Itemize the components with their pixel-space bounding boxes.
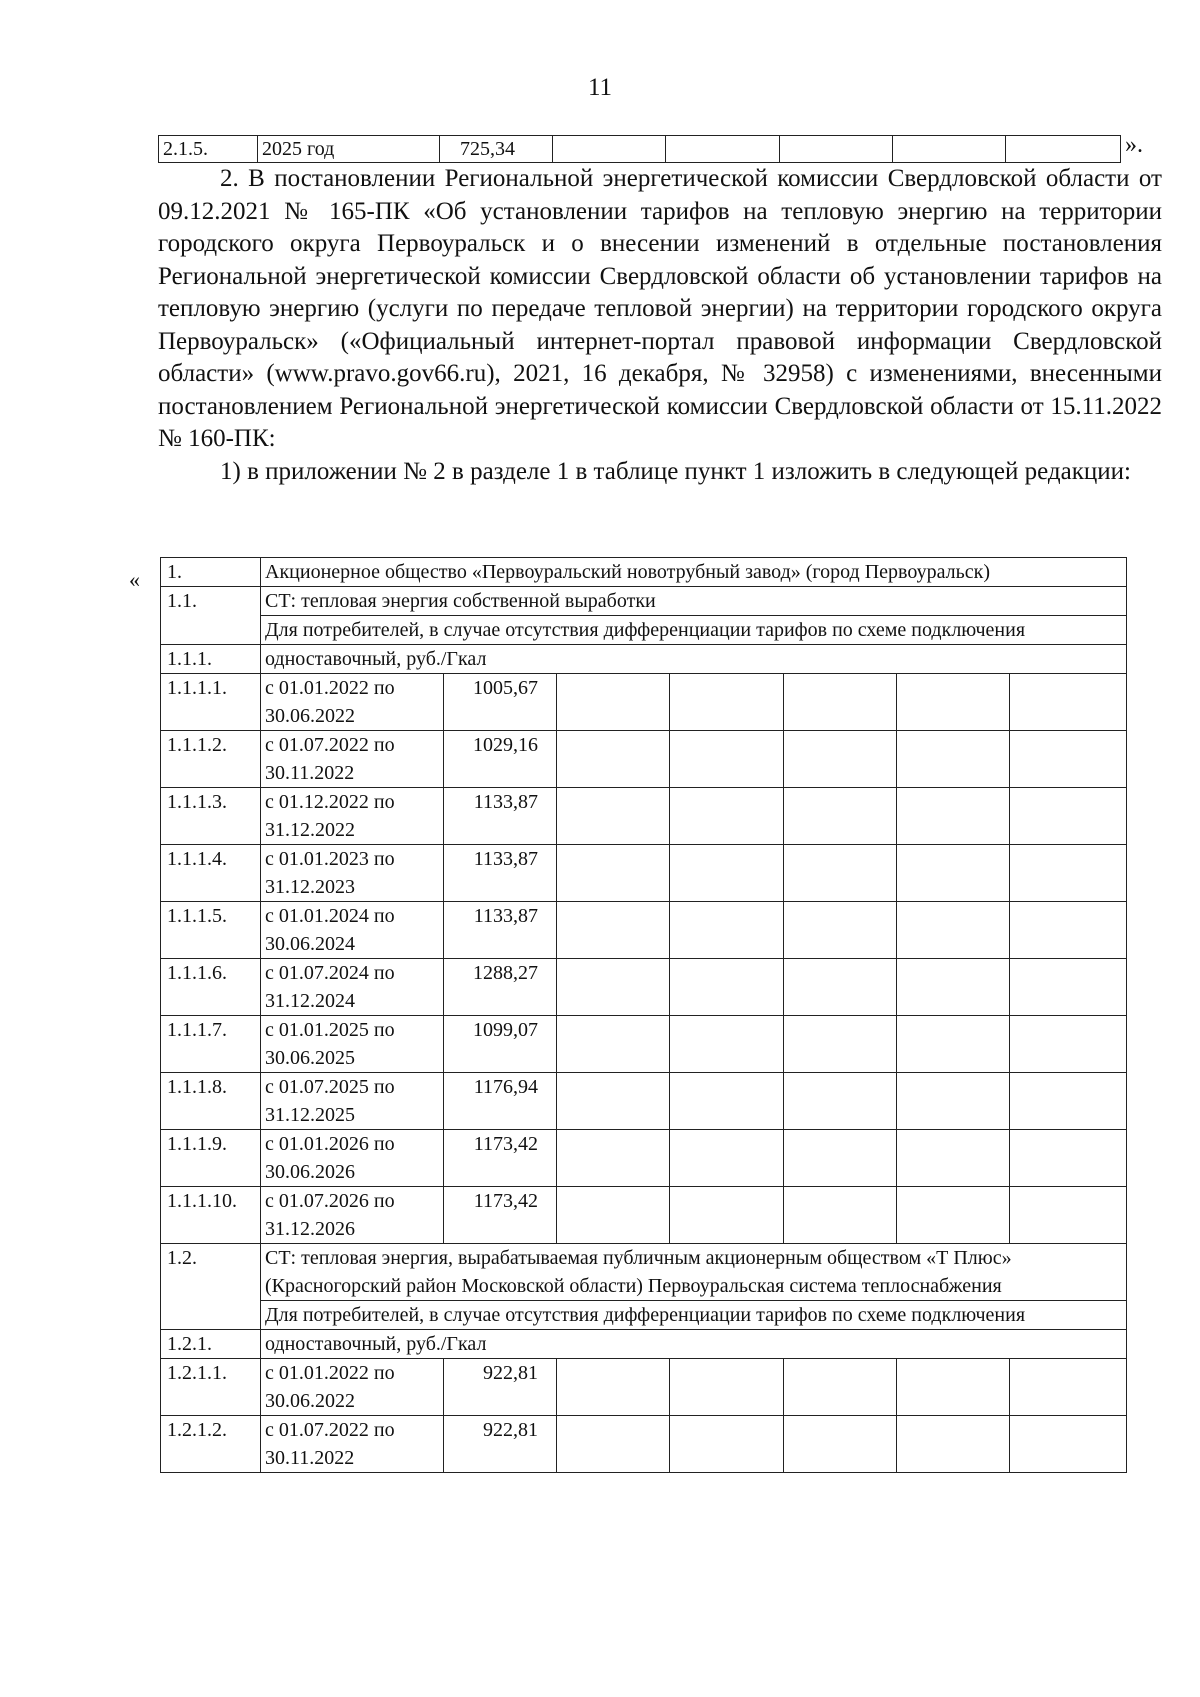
empty-cell bbox=[670, 1187, 784, 1244]
tariff-value: 1099,07 bbox=[444, 1016, 557, 1073]
empty-cell bbox=[1010, 959, 1127, 1016]
empty-cell bbox=[557, 1359, 670, 1416]
empty-cell bbox=[557, 788, 670, 845]
row-number: 1.1. bbox=[161, 587, 261, 645]
period: с 01.01.2025 по 30.06.2025 bbox=[261, 1016, 444, 1073]
empty-cell bbox=[893, 136, 1006, 163]
period: с 01.07.2025 по 31.12.2025 bbox=[261, 1073, 444, 1130]
empty-cell bbox=[557, 1416, 670, 1473]
opening-quote: « bbox=[129, 567, 140, 592]
row-number: 1.1.1.5. bbox=[161, 902, 261, 959]
row-number: 1.1.1.1. bbox=[161, 674, 261, 731]
empty-cell bbox=[1010, 902, 1127, 959]
empty-cell bbox=[1010, 731, 1127, 788]
empty-cell bbox=[1010, 788, 1127, 845]
tariff-value: 1005,67 bbox=[444, 674, 557, 731]
previous-table-tail bbox=[158, 135, 1121, 163]
empty-cell bbox=[1010, 1416, 1127, 1473]
period: с 01.01.2022 по 30.06.2022 bbox=[261, 1359, 444, 1416]
empty-cell bbox=[557, 1073, 670, 1130]
document-body bbox=[158, 163, 1162, 488]
table-row bbox=[161, 1016, 1127, 1073]
empty-cell bbox=[557, 1130, 670, 1187]
period: с 01.01.2022 по 30.06.2022 bbox=[261, 674, 444, 731]
table-row bbox=[161, 1330, 1127, 1359]
empty-cell bbox=[897, 902, 1010, 959]
empty-cell bbox=[897, 959, 1010, 1016]
empty-cell bbox=[784, 731, 897, 788]
empty-cell bbox=[780, 136, 893, 163]
table-row bbox=[161, 1073, 1127, 1130]
empty-cell bbox=[784, 1016, 897, 1073]
table-row bbox=[161, 1187, 1127, 1244]
organization-name: Акционерное общество «Первоуральский новотрубный завод» (город Первоуральск) bbox=[261, 558, 1127, 587]
rate-type: одноставочный, руб./Гкал bbox=[261, 1330, 1127, 1359]
row-number: 1.1.1. bbox=[161, 645, 261, 674]
empty-cell bbox=[670, 1359, 784, 1416]
tariff-value: 1133,87 bbox=[444, 902, 557, 959]
empty-cell bbox=[1010, 1359, 1127, 1416]
period: с 01.01.2026 по 30.06.2026 bbox=[261, 1130, 444, 1187]
row-number: 1.2.1. bbox=[161, 1330, 261, 1359]
row-number: 2.1.5. bbox=[159, 136, 258, 163]
empty-cell bbox=[784, 902, 897, 959]
empty-cell bbox=[897, 845, 1010, 902]
empty-cell bbox=[1010, 1073, 1127, 1130]
empty-cell bbox=[897, 1187, 1010, 1244]
empty-cell bbox=[897, 788, 1010, 845]
period: с 01.07.2026 по 31.12.2026 bbox=[261, 1187, 444, 1244]
tariff-value: 1133,87 bbox=[444, 845, 557, 902]
tariff-value: 1133,87 bbox=[444, 788, 557, 845]
empty-cell bbox=[897, 1016, 1010, 1073]
empty-cell bbox=[670, 674, 784, 731]
empty-cell bbox=[784, 1130, 897, 1187]
period: с 01.01.2024 по 30.06.2024 bbox=[261, 902, 444, 959]
empty-cell bbox=[557, 845, 670, 902]
table-row bbox=[161, 616, 1127, 645]
tariff-value: 1173,42 bbox=[444, 1130, 557, 1187]
empty-cell bbox=[670, 902, 784, 959]
empty-cell bbox=[897, 1130, 1010, 1187]
row-number: 1.1.1.4. bbox=[161, 845, 261, 902]
empty-cell bbox=[1006, 136, 1121, 163]
table-row bbox=[161, 1130, 1127, 1187]
section-note: Для потребителей, в случае отсутствия дифференциации тарифов по схеме подключения bbox=[261, 616, 1127, 645]
table-row bbox=[161, 1301, 1127, 1330]
empty-cell bbox=[557, 674, 670, 731]
empty-cell bbox=[670, 1016, 784, 1073]
empty-cell bbox=[784, 1187, 897, 1244]
empty-cell bbox=[1010, 1130, 1127, 1187]
empty-cell bbox=[784, 1359, 897, 1416]
empty-cell bbox=[784, 959, 897, 1016]
period: с 01.07.2022 по 30.11.2022 bbox=[261, 731, 444, 788]
empty-cell bbox=[670, 1130, 784, 1187]
period: с 01.01.2023 по 31.12.2023 bbox=[261, 845, 444, 902]
rate-type: одноставочный, руб./Гкал bbox=[261, 645, 1127, 674]
row-number: 1.2. bbox=[161, 1244, 261, 1330]
row-number: 1.1.1.6. bbox=[161, 959, 261, 1016]
empty-cell bbox=[557, 1187, 670, 1244]
row-number: 1.2.1.1. bbox=[161, 1359, 261, 1416]
page-number: 11 bbox=[587, 74, 613, 101]
empty-cell bbox=[1010, 1187, 1127, 1244]
table-row bbox=[161, 645, 1127, 674]
section-title: СТ: тепловая энергия, вырабатываемая публичным акционерным обществом «Т Плюс» (Красногорский район Московской области) Первоуральская система теплоснабжения bbox=[261, 1244, 1127, 1301]
tariff-value: 922,81 bbox=[444, 1359, 557, 1416]
section-title: СТ: тепловая энергия собственной выработки bbox=[261, 587, 1127, 616]
empty-cell bbox=[1010, 1016, 1127, 1073]
empty-cell bbox=[670, 731, 784, 788]
empty-cell bbox=[670, 788, 784, 845]
table-row bbox=[161, 731, 1127, 788]
table-row bbox=[161, 558, 1127, 587]
table-row bbox=[161, 902, 1127, 959]
row-number: 1.1.1.10. bbox=[161, 1187, 261, 1244]
empty-cell bbox=[897, 1073, 1010, 1130]
row-number: 1. bbox=[161, 558, 261, 587]
table-row bbox=[161, 587, 1127, 616]
empty-cell bbox=[670, 845, 784, 902]
table-row bbox=[161, 1244, 1127, 1301]
period: с 01.12.2022 по 31.12.2022 bbox=[261, 788, 444, 845]
row-number: 1.1.1.2. bbox=[161, 731, 261, 788]
row-number: 1.1.1.7. bbox=[161, 1016, 261, 1073]
empty-cell bbox=[897, 1359, 1010, 1416]
row-year: 2025 год bbox=[258, 136, 440, 163]
tariff-value: 922,81 bbox=[444, 1416, 557, 1473]
empty-cell bbox=[557, 1016, 670, 1073]
empty-cell bbox=[897, 731, 1010, 788]
empty-cell bbox=[670, 959, 784, 1016]
table-row bbox=[161, 1359, 1127, 1416]
row-number: 1.1.1.3. bbox=[161, 788, 261, 845]
empty-cell bbox=[784, 1416, 897, 1473]
row-number: 1.1.1.9. bbox=[161, 1130, 261, 1187]
row-number: 1.2.1.2. bbox=[161, 1416, 261, 1473]
tariff-value: 1288,27 bbox=[444, 959, 557, 1016]
period: с 01.07.2024 по 31.12.2024 bbox=[261, 959, 444, 1016]
row-value: 725,34 bbox=[440, 136, 553, 163]
tariff-value: 1029,16 bbox=[444, 731, 557, 788]
table-row bbox=[161, 674, 1127, 731]
empty-cell bbox=[666, 136, 780, 163]
table-row bbox=[161, 788, 1127, 845]
paragraph-amendment: 2. В постановлении Региональной энергетической комиссии Свердловской области от 09.12.2021 № 165-ПК «Об установлении тарифов на тепловую энергию на территории городского округа Первоуральск и о внесении изменений в отдельные постановления Региональной энергетической комиссии Свердловской области об установлении тарифов на тепловую энергию (услуги по передаче тепловой энергии) на территории городского округа Первоуральск» («Официальный интернет-портал правовой информации Свердловской области» (www.pravo.gov66.ru), 2021, 16 декабря, № 32958) с изменениями, внесенными постановлением Региональной энергетической комиссии Свердловской области от 15.11.2022 № 160-ПК: bbox=[158, 165, 1162, 452]
tariff-value: 1173,42 bbox=[444, 1187, 557, 1244]
empty-cell bbox=[670, 1073, 784, 1130]
empty-cell bbox=[897, 674, 1010, 731]
empty-cell bbox=[557, 731, 670, 788]
empty-cell bbox=[784, 1073, 897, 1130]
paragraph-item-1: 1) в приложении № 2 в разделе 1 в таблице пункт 1 изложить в следующей редакции: bbox=[220, 457, 1131, 485]
empty-cell bbox=[670, 1416, 784, 1473]
tariff-table bbox=[160, 557, 1127, 1473]
empty-cell bbox=[784, 788, 897, 845]
section-note: Для потребителей, в случае отсутствия дифференциации тарифов по схеме подключения bbox=[261, 1301, 1127, 1330]
empty-cell bbox=[784, 674, 897, 731]
tariff-value: 1176,94 bbox=[444, 1073, 557, 1130]
empty-cell bbox=[557, 902, 670, 959]
closing-quote: ». bbox=[1125, 132, 1143, 158]
empty-cell bbox=[1010, 674, 1127, 731]
table-row bbox=[161, 845, 1127, 902]
period: с 01.07.2022 по 30.11.2022 bbox=[261, 1416, 444, 1473]
empty-cell bbox=[553, 136, 666, 163]
table-row bbox=[159, 136, 1121, 163]
row-number: 1.1.1.8. bbox=[161, 1073, 261, 1130]
empty-cell bbox=[784, 845, 897, 902]
table-row bbox=[161, 1416, 1127, 1473]
table-row bbox=[161, 959, 1127, 1016]
empty-cell bbox=[897, 1416, 1010, 1473]
empty-cell bbox=[1010, 845, 1127, 902]
empty-cell bbox=[557, 959, 670, 1016]
